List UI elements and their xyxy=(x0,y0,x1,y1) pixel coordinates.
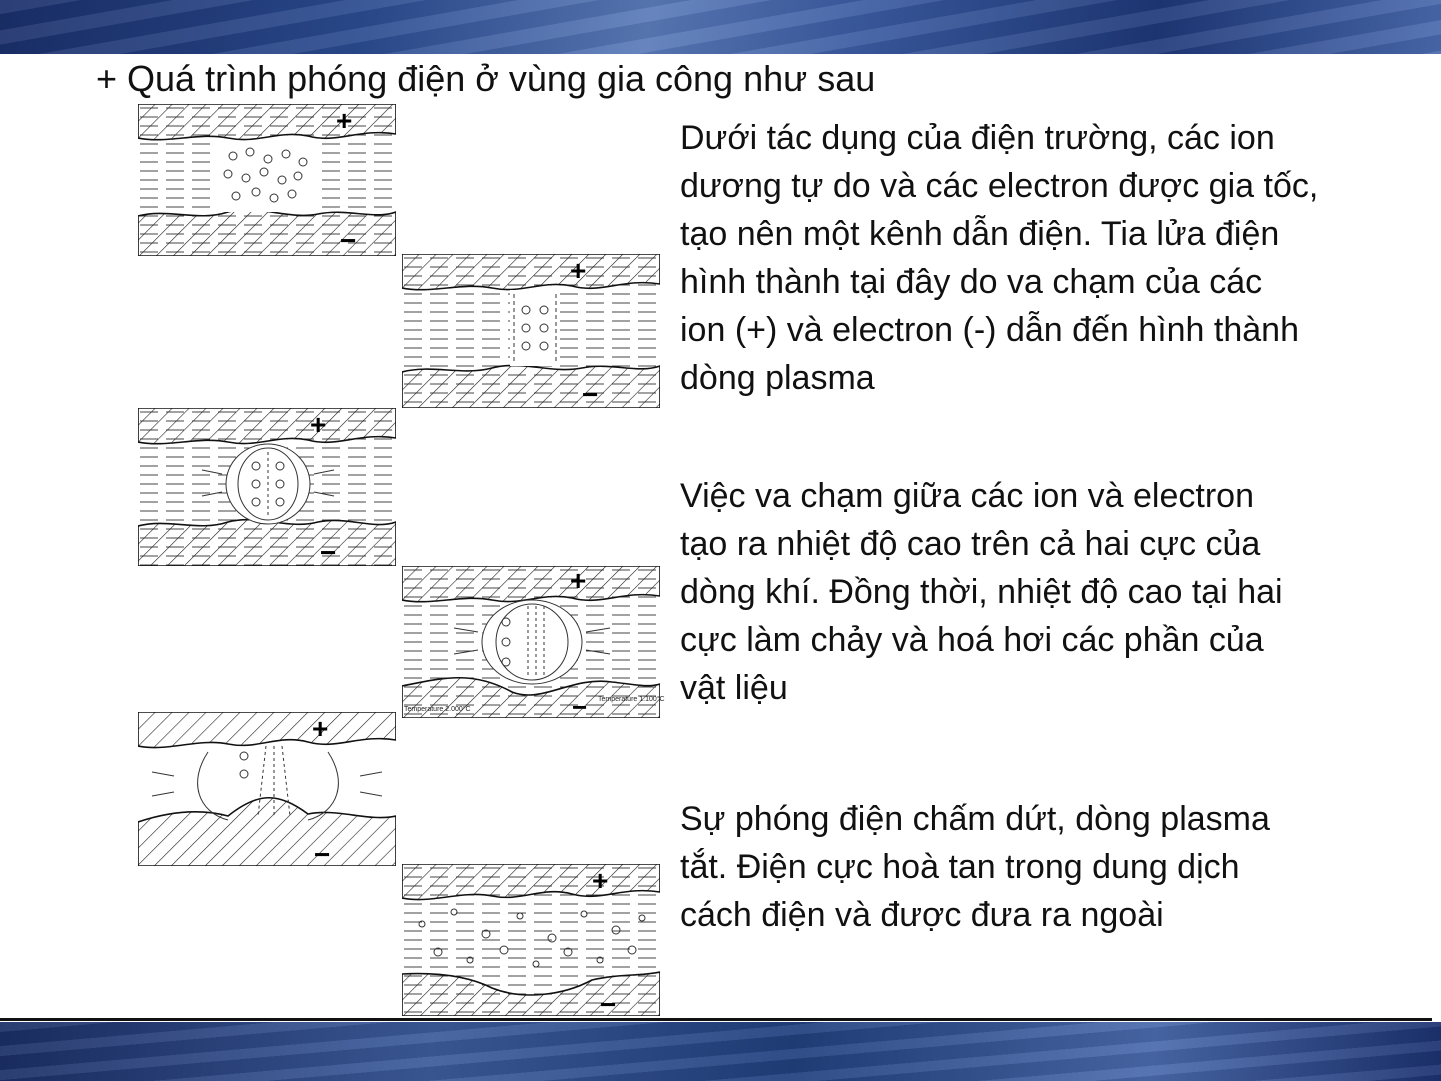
paragraph-line: hình thành tại đây do va chạm của các xyxy=(680,263,1263,301)
positive-sign: + xyxy=(336,105,353,136)
temperature-caption-right: Temperature 1.100°C xyxy=(598,696,665,703)
paragraph-line: Việc va chạm giữa các ion và electron xyxy=(680,477,1254,515)
paragraph-line: vật liệu xyxy=(680,669,788,707)
footer-band xyxy=(0,1022,1441,1081)
footer-divider xyxy=(0,1018,1432,1021)
discharge-stage-6-figure xyxy=(402,864,660,1016)
positive-sign: + xyxy=(312,713,329,744)
discharge-stage-4-figure xyxy=(402,566,665,718)
negative-sign: − xyxy=(572,692,588,718)
paragraph-line: Dưới tác dụng của điện trường, các ion xyxy=(680,119,1275,157)
negative-sign: − xyxy=(600,989,617,1016)
negative-sign: − xyxy=(320,537,337,566)
positive-sign: + xyxy=(310,409,327,440)
header-band xyxy=(0,0,1441,54)
negative-sign: − xyxy=(314,839,331,866)
slide-heading: + Quá trình phóng điện ở vùng gia công như sau xyxy=(96,58,876,99)
description-paragraph-3 xyxy=(680,795,1430,939)
description-paragraph-1 xyxy=(680,114,1430,402)
paragraph-line: cực làm chảy và hoá hơi các phần của xyxy=(680,621,1264,659)
paragraph-line: cách điện và được đưa ra ngoài xyxy=(680,896,1164,934)
paragraph-line: tạo nên một kênh dẫn điện. Tia lửa điện xyxy=(680,215,1280,253)
paragraph-line: dòng khí. Đồng thời, nhiệt độ cao tại hai xyxy=(680,573,1283,611)
paragraph-line: tạo ra nhiệt độ cao trên cả hai cực của xyxy=(680,525,1261,563)
positive-sign: + xyxy=(570,255,587,286)
discharge-stage-2-figure xyxy=(402,254,660,408)
discharge-stage-3-figure xyxy=(138,408,396,566)
positive-sign: + xyxy=(592,865,609,896)
paragraph-line: Sự phóng điện chấm dứt, dòng plasma xyxy=(680,800,1270,838)
description-paragraph-2 xyxy=(680,472,1430,712)
paragraph-line: tắt. Điện cực hoà tan trong dung dịch xyxy=(680,848,1240,886)
paragraph-line: dòng plasma xyxy=(680,359,875,397)
positive-sign: + xyxy=(570,566,587,596)
discharge-stage-5-figure xyxy=(138,712,396,866)
negative-sign: − xyxy=(340,225,357,256)
paragraph-line: ion (+) và electron (-) dẫn đến hình thành xyxy=(680,311,1299,349)
discharge-stage-1-figure xyxy=(138,104,396,256)
temperature-caption-left: Temperature 2.000°C xyxy=(404,706,471,713)
negative-sign: − xyxy=(582,379,599,408)
paragraph-line: dương tự do và các electron được gia tốc, xyxy=(680,167,1319,205)
